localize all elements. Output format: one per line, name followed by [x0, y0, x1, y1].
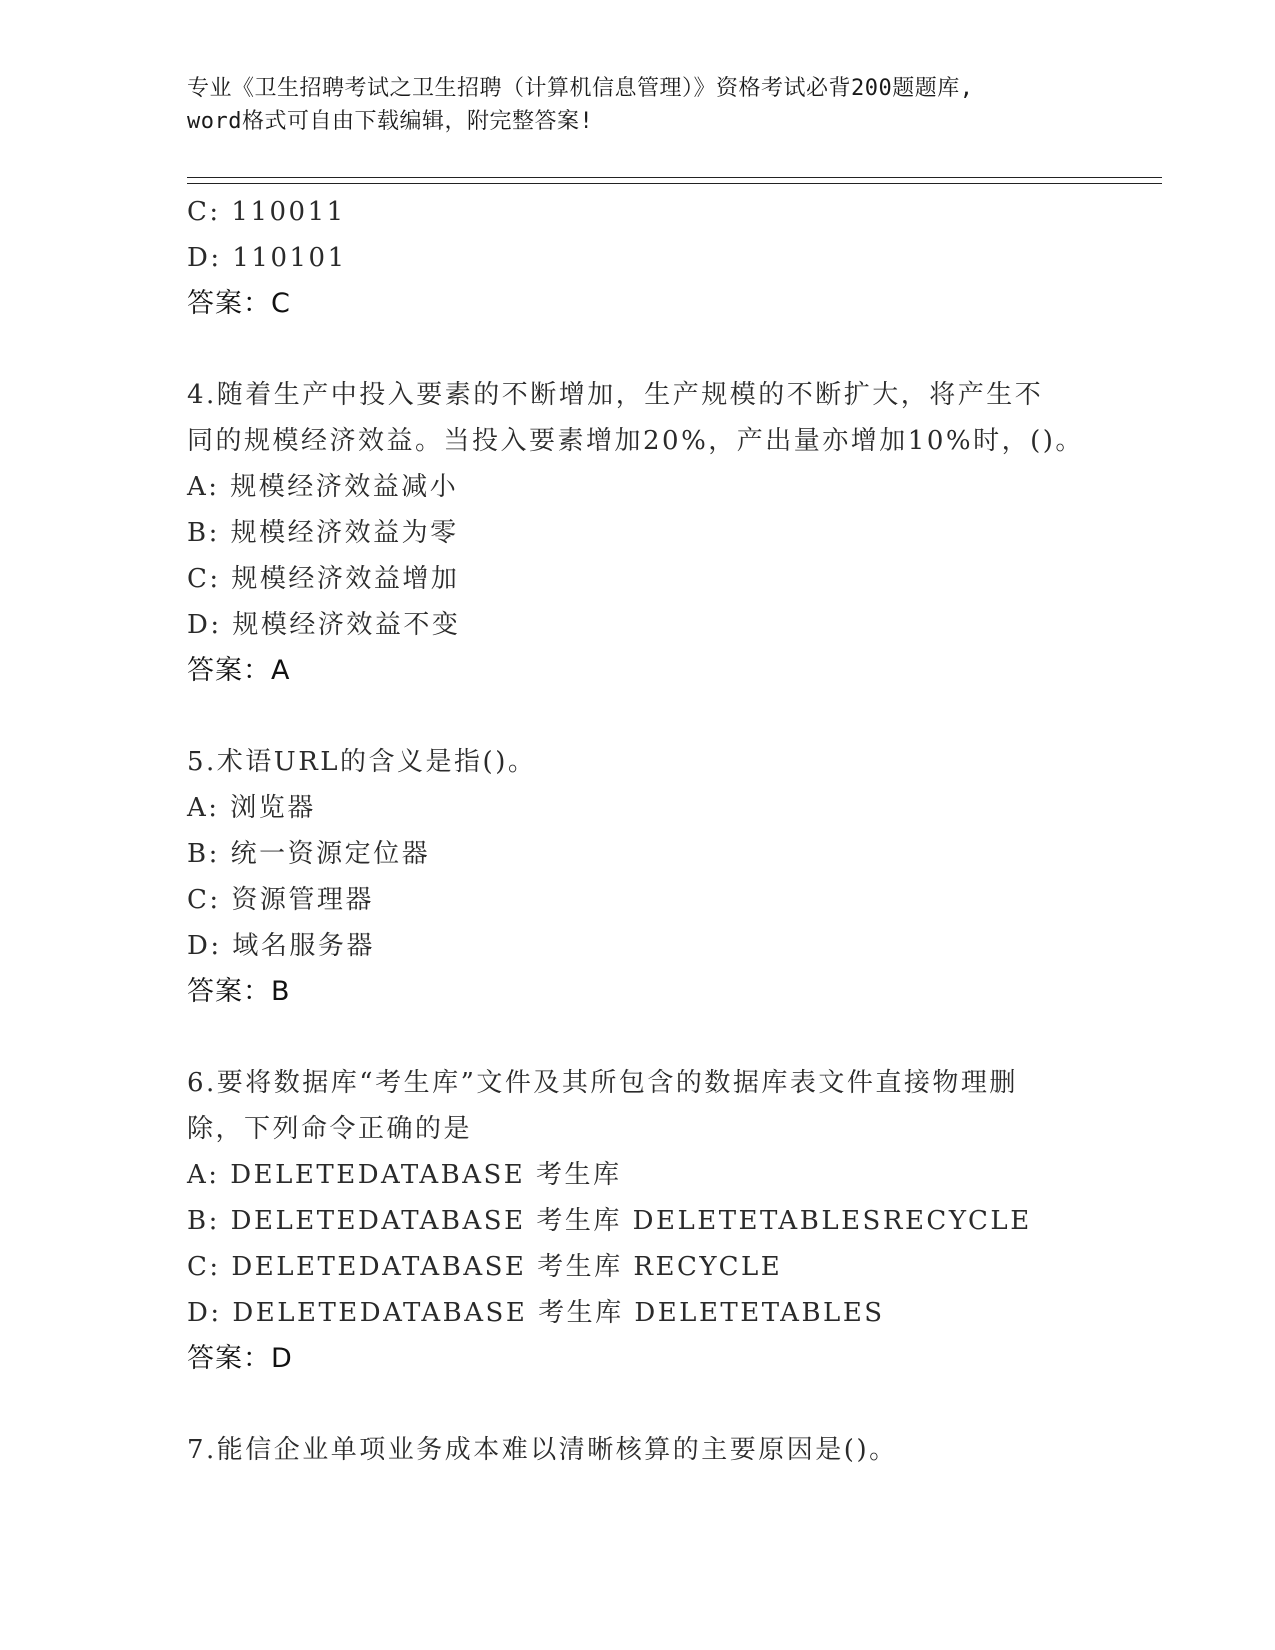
- spacer: [187, 327, 1087, 372]
- question-3: [187, 189, 1087, 327]
- document-header: [187, 72, 1087, 138]
- header-divider: [187, 177, 1162, 184]
- question-4: [187, 372, 1087, 694]
- option-d: D: DELETEDATABASE 考生库 DELETETABLES: [187, 1298, 885, 1328]
- header-title-line-2: word格式可自由下载编辑，附完整答案!: [187, 109, 594, 134]
- question-list: [187, 189, 1087, 1473]
- question-6: [187, 1060, 1087, 1382]
- option-d: D: 110101: [187, 243, 347, 273]
- question-5: [187, 739, 1087, 1015]
- spacer: [187, 1015, 1087, 1060]
- answer-label: 答案：C: [187, 288, 291, 319]
- option-b: B: 规模经济效益为零: [187, 518, 459, 548]
- option-c: C: 资源管理器: [187, 885, 374, 915]
- question-stem: 7.能信企业单项业务成本难以清晰核算的主要原因是()。: [187, 1435, 898, 1465]
- option-d: D: 域名服务器: [187, 931, 375, 961]
- spacer: [187, 694, 1087, 739]
- question-stem-line-1: 4.随着生产中投入要素的不断增加，生产规模的不断扩大，将产生不: [187, 380, 1044, 410]
- question-7: [187, 1427, 1087, 1473]
- spacer: [187, 1382, 1087, 1427]
- option-c: C: DELETEDATABASE 考生库 RECYCLE: [187, 1252, 783, 1282]
- question-stem-line-1: 6.要将数据库“考生库”文件及其所包含的数据库表文件直接物理删: [187, 1068, 1018, 1098]
- option-a: A: 规模经济效益减小: [187, 472, 459, 502]
- answer-label: 答案：A: [187, 655, 291, 686]
- option-c: C: 规模经济效益增加: [187, 564, 460, 594]
- option-d: D: 规模经济效益不变: [187, 610, 461, 640]
- option-a: A: DELETEDATABASE 考生库: [187, 1160, 622, 1190]
- question-stem: 5.术语URL的含义是指()。: [187, 747, 537, 777]
- option-c: C: 110011: [187, 197, 346, 227]
- option-a: A: 浏览器: [187, 793, 316, 823]
- header-title-line-1: 专业《卫生招聘考试之卫生招聘（计算机信息管理）》资格考试必背200题题库,: [187, 76, 974, 101]
- option-b: B: DELETEDATABASE 考生库 DELETETABLESRECYCLE: [187, 1206, 1032, 1236]
- question-stem-line-2: 同的规模经济效益。当投入要素增加20%，产出量亦增加10%时，()。: [187, 426, 1084, 456]
- question-stem-line-2: 除，下列命令正确的是: [187, 1114, 473, 1144]
- option-b: B: 统一资源定位器: [187, 839, 431, 869]
- answer-label: 答案：D: [187, 1343, 293, 1374]
- answer-label: 答案：B: [187, 976, 291, 1007]
